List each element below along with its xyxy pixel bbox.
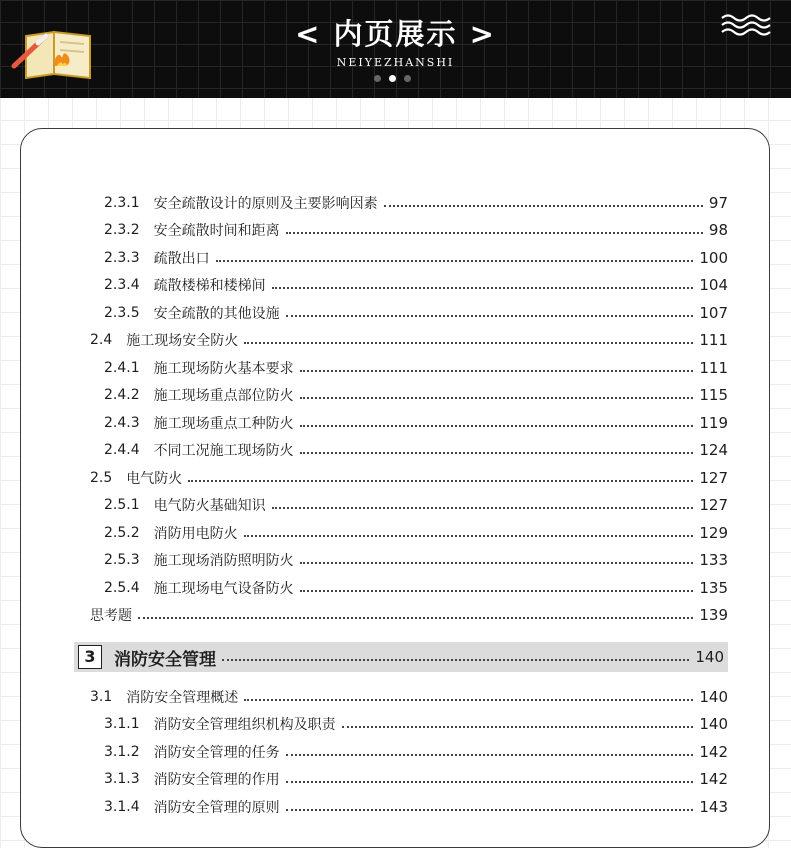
toc-entry-title: 思考题	[90, 608, 132, 624]
toc-page-number: 119	[699, 414, 728, 432]
toc-entry[interactable]	[90, 602, 728, 628]
dot-leader	[300, 562, 694, 564]
toc-entry-number: 2.4.3	[104, 415, 140, 431]
dot-leader	[300, 370, 694, 372]
toc-page-number: 133	[699, 551, 728, 569]
toc-entry-title: 消防安全管理	[114, 649, 216, 670]
toc-entry-title: 安全疏散时间和距离	[153, 223, 280, 239]
toc-entry-title: 施工现场防火基本要求	[153, 361, 294, 377]
toc-entry-title: 施工现场安全防火	[126, 333, 239, 349]
carousel-dot[interactable]	[374, 75, 381, 82]
page-title: < 内页展示 >	[295, 17, 496, 51]
toc-entry-title: 不同工况施工现场防火	[153, 443, 294, 459]
toc-entry-number: 2.4.2	[104, 387, 140, 403]
toc-entry-title: 电气防火基础知识	[153, 498, 266, 514]
toc-page-number: 100	[699, 249, 728, 267]
dot-leader	[244, 535, 694, 537]
toc-entry-number: 2.5.1	[104, 497, 140, 513]
toc-page-number: 143	[699, 798, 728, 816]
toc-entry-number: 2.4	[90, 332, 113, 348]
toc-page-number: 135	[699, 579, 728, 597]
toc-page-number: 115	[699, 386, 728, 404]
waves-icon	[720, 12, 776, 38]
dot-leader	[286, 232, 703, 234]
dot-leader	[188, 480, 693, 482]
toc-entry-number: 2.4.1	[104, 360, 140, 376]
toc-entry[interactable]	[104, 355, 728, 381]
toc-entry[interactable]	[104, 575, 728, 601]
toc-entry-number: 2.3.5	[104, 305, 140, 321]
dot-leader	[286, 781, 694, 783]
toc-entry[interactable]	[104, 272, 728, 298]
dot-leader	[300, 425, 694, 427]
toc-entry[interactable]	[104, 766, 728, 792]
toc-page-number: 107	[699, 304, 728, 322]
toc-entry[interactable]	[104, 382, 728, 408]
dot-leader	[300, 590, 694, 592]
carousel-dots	[374, 75, 411, 82]
toc-entry-title: 疏散出口	[153, 251, 210, 267]
toc-page-number: 97	[708, 194, 728, 212]
toc-entry-number: 2.3.2	[104, 222, 140, 238]
toc-entry-title: 消防安全管理组织机构及职责	[153, 717, 336, 733]
toc-entry-number: 2.4.4	[104, 442, 140, 458]
toc-entry[interactable]	[104, 520, 728, 546]
toc-entry[interactable]	[104, 410, 728, 436]
dot-leader	[286, 315, 694, 317]
dot-leader	[272, 507, 694, 509]
dot-leader	[272, 287, 694, 289]
toc-entry-title: 施工现场电气设备防火	[153, 581, 294, 597]
chapter-number: 3	[78, 645, 102, 669]
toc-entry-number: 3.1.4	[104, 799, 140, 815]
toc-page-number: 111	[699, 359, 728, 377]
dot-leader	[384, 205, 703, 207]
toc-entry[interactable]	[104, 794, 728, 820]
toc-entry-number: 2.5.3	[104, 552, 140, 568]
dot-leader	[222, 659, 689, 661]
toc-page-number: 140	[699, 688, 728, 706]
toc-entry[interactable]	[104, 547, 728, 573]
carousel-dot-active[interactable]	[389, 75, 396, 82]
toc-page-number: 127	[699, 469, 728, 487]
toc-entry-number: 3.1.3	[104, 771, 140, 787]
dot-leader	[286, 809, 694, 811]
toc-page-number: 140	[699, 715, 728, 733]
toc-entry-title: 电气防火	[126, 471, 183, 487]
toc-entry[interactable]	[104, 217, 728, 243]
toc-entry[interactable]	[104, 711, 728, 737]
toc-page-number: 124	[699, 441, 728, 459]
toc-entry[interactable]	[90, 684, 728, 710]
toc-page-number: 142	[699, 743, 728, 761]
toc-entry-title: 施工现场消防照明防火	[153, 553, 294, 569]
toc-page-number: 139	[699, 606, 728, 624]
toc-entry-number: 3.1	[90, 689, 113, 705]
toc-entry-number: 2.5.4	[104, 580, 140, 596]
toc-entry-title: 消防安全管理的任务	[153, 745, 280, 761]
toc-entry[interactable]	[104, 739, 728, 765]
toc-entry-number: 2.5.2	[104, 525, 140, 541]
header-banner	[0, 0, 791, 98]
toc-page-number: 129	[699, 524, 728, 542]
dot-leader	[216, 260, 694, 262]
toc-entry-title: 消防安全管理概述	[126, 690, 239, 706]
toc-page-number: 104	[699, 276, 728, 294]
toc-chapter-row[interactable]	[74, 642, 728, 672]
dot-leader	[342, 726, 694, 728]
toc-entry[interactable]	[90, 465, 728, 491]
carousel-dot[interactable]	[404, 75, 411, 82]
toc-entry-number: 2.3.4	[104, 277, 140, 293]
toc-entry-number: 3.1.1	[104, 716, 140, 732]
toc-page-number: 142	[699, 770, 728, 788]
toc-page-number: 140	[695, 648, 724, 666]
toc-entry-title: 消防安全管理的原则	[153, 800, 280, 816]
toc-entry-title: 安全疏散的其他设施	[153, 306, 280, 322]
toc-entry-number: 2.3.3	[104, 250, 140, 266]
toc-entry-number: 3.1.2	[104, 744, 140, 760]
toc-entry-number: 2.3.1	[104, 195, 140, 211]
toc-entry-title: 施工现场重点工种防火	[153, 416, 294, 432]
toc-entry[interactable]	[104, 300, 728, 326]
toc-entry-title: 安全疏散设计的原则及主要影响因素	[153, 196, 378, 212]
dot-leader	[244, 699, 693, 701]
toc-entry-number: 2.5	[90, 470, 113, 486]
toc-entry[interactable]	[104, 245, 728, 271]
toc-entry[interactable]	[104, 190, 728, 216]
toc-entry-title: 消防用电防火	[153, 526, 238, 542]
dot-leader	[300, 397, 694, 399]
toc-entry[interactable]	[104, 492, 728, 518]
dot-leader	[244, 342, 693, 344]
toc-entry-title: 疏散楼梯和楼梯间	[153, 278, 266, 294]
toc-entry[interactable]	[104, 437, 728, 463]
toc-entry[interactable]	[90, 327, 728, 353]
page-subtitle: NEIYEZHANSHI	[336, 56, 455, 69]
dot-leader	[300, 452, 694, 454]
toc-page-number: 98	[708, 221, 728, 239]
toc-entry-title: 施工现场重点部位防火	[153, 388, 294, 404]
toc-page-number: 111	[699, 331, 728, 349]
dot-leader	[286, 754, 694, 756]
toc-page-number: 127	[699, 496, 728, 514]
dot-leader	[138, 617, 693, 619]
toc-entry-title: 消防安全管理的作用	[153, 772, 280, 788]
